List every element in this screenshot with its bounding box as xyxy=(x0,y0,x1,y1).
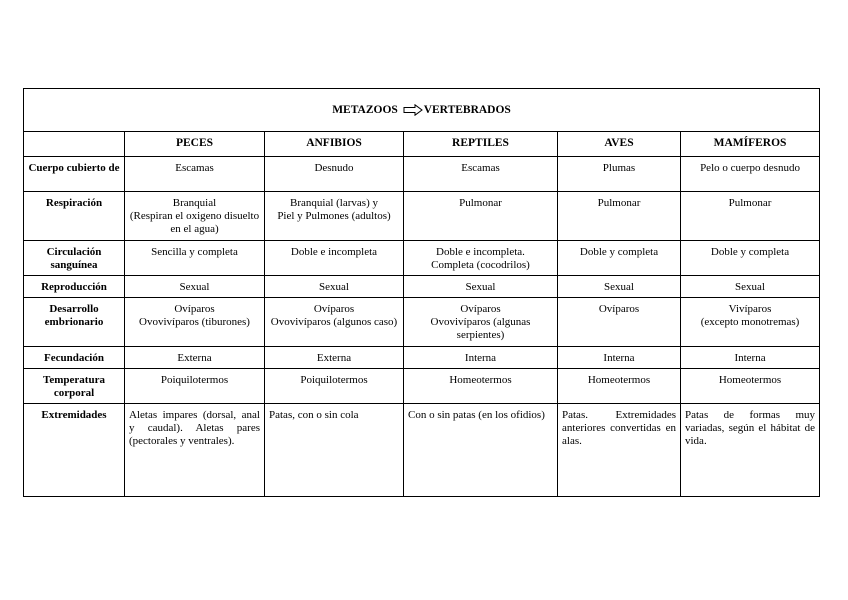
table-row xyxy=(24,298,820,347)
table-cell: Poiquilotermos xyxy=(265,369,404,404)
table-cell: Externa xyxy=(265,347,404,369)
table-row xyxy=(24,241,820,276)
row-label: Desarrollo embrionario xyxy=(24,298,125,347)
table-cell: Sexual xyxy=(125,276,265,298)
table-cell: Interna xyxy=(558,347,681,369)
table-row xyxy=(24,369,820,404)
table-cell: Ovíparos xyxy=(558,298,681,347)
table-cell: Aletas impares (dorsal, anal y caudal). Aletas pares (pectorales y ventrales). xyxy=(125,404,265,497)
table-cell: Pulmonar xyxy=(558,192,681,241)
title-right: VERTEBRADOS xyxy=(423,104,511,116)
row-label: Fecundación xyxy=(24,347,125,369)
table-cell: Poiquilotermos xyxy=(125,369,265,404)
table-cell: Sencilla y completa xyxy=(125,241,265,276)
table-cell: Sexual xyxy=(681,276,820,298)
table-cell: Ovíparos Ovovivíparos (algunos caso) xyxy=(265,298,404,347)
table-cell: Homeotermos xyxy=(404,369,558,404)
table-cell: Branquial (larvas) y Piel y Pulmones (adultos) xyxy=(265,192,404,241)
table-cell: Patas, con o sin cola xyxy=(265,404,404,497)
table-cell: Con o sin patas (en los ofidios) xyxy=(404,404,558,497)
table-cell: Interna xyxy=(404,347,558,369)
table-cell: Branquial (Respiran el oxigeno disuelto en el agua) xyxy=(125,192,265,241)
table-row xyxy=(24,157,820,192)
table-row xyxy=(24,192,820,241)
table-cell: Doble e incompleta. Completa (cocodrilos) xyxy=(404,241,558,276)
table-cell: Pelo o cuerpo desnudo xyxy=(681,157,820,192)
table-row xyxy=(24,347,820,369)
column-header-empty xyxy=(24,132,125,157)
table-cell: Interna xyxy=(681,347,820,369)
table-row xyxy=(24,404,820,497)
column-header-peces: PECES xyxy=(125,132,265,157)
vertebrates-table-container xyxy=(23,88,819,497)
table-title xyxy=(24,89,820,132)
table-cell: Doble y completa xyxy=(558,241,681,276)
table-cell: Sexual xyxy=(265,276,404,298)
table-cell: Pulmonar xyxy=(404,192,558,241)
table-cell: Doble y completa xyxy=(681,241,820,276)
column-header-reptiles: REPTILES xyxy=(404,132,558,157)
table-cell: Patas de formas muy variadas, según el hábitat de vida. xyxy=(681,404,820,497)
table-cell: Externa xyxy=(125,347,265,369)
table-row xyxy=(24,276,820,298)
hollow-right-arrow-icon xyxy=(403,104,423,120)
vertebrates-comparison-table xyxy=(23,88,820,497)
table-cell: Ovíparos Ovovivíparos (tiburones) xyxy=(125,298,265,347)
row-label: Extremidades xyxy=(24,404,125,497)
table-cell: Escamas xyxy=(404,157,558,192)
table-cell: Homeotermos xyxy=(558,369,681,404)
table-cell: Sexual xyxy=(558,276,681,298)
row-label: Cuerpo cubierto de xyxy=(24,157,125,192)
table-cell: Patas. Extremidades anteriores convertidas en alas. xyxy=(558,404,681,497)
table-cell: Escamas xyxy=(125,157,265,192)
table-cell: Plumas xyxy=(558,157,681,192)
row-label: Reproducción xyxy=(24,276,125,298)
row-label: Circulación sanguínea xyxy=(24,241,125,276)
row-label: Respiración xyxy=(24,192,125,241)
title-row xyxy=(24,89,820,132)
row-label: Temperatura corporal xyxy=(24,369,125,404)
table-cell: Sexual xyxy=(404,276,558,298)
column-header-anfibios: ANFIBIOS xyxy=(265,132,404,157)
table-cell: Desnudo xyxy=(265,157,404,192)
table-cell: Doble e incompleta xyxy=(265,241,404,276)
column-header-row xyxy=(24,132,820,157)
table-cell: Vivíparos (excepto monotremas) xyxy=(681,298,820,347)
title-left: METAZOOS xyxy=(332,104,398,116)
table-cell: Ovíparos Ovovivíparos (algunas serpientes) xyxy=(404,298,558,347)
column-header-mamiferos: MAMÍFEROS xyxy=(681,132,820,157)
table-cell: Homeotermos xyxy=(681,369,820,404)
column-header-aves: AVES xyxy=(558,132,681,157)
table-cell: Pulmonar xyxy=(681,192,820,241)
